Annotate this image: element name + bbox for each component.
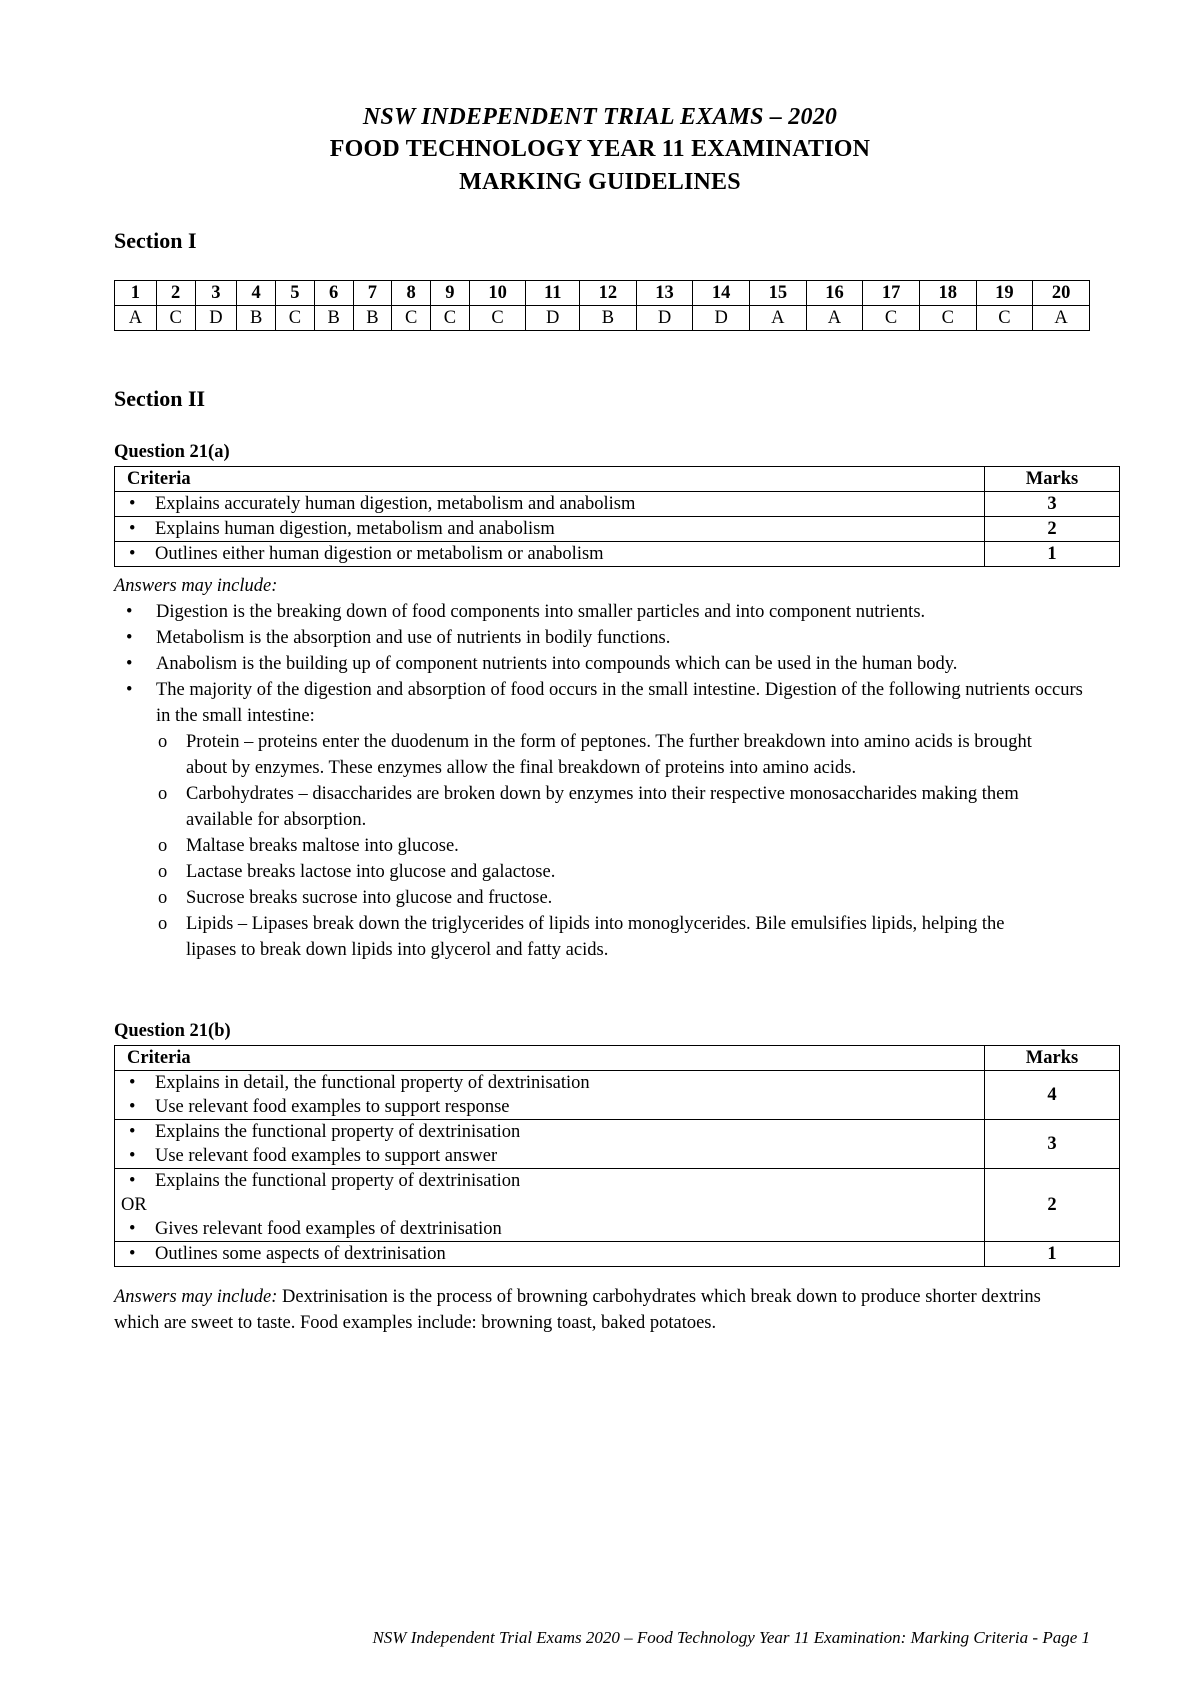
table-header-row bbox=[115, 1046, 1120, 1071]
sub-list-item: o Carbohydrates – disaccharides are broken down by enzymes into their respective monosaccharides making them available for absorption. bbox=[156, 781, 1056, 833]
answer-cell: B bbox=[314, 306, 353, 331]
question-number-cell: 13 bbox=[636, 281, 693, 306]
criteria-text: • Use relevant food examples to support answer bbox=[121, 1144, 978, 1168]
sub-list-item: o Protein – proteins enter the duodenum in the form of peptones. The further breakdown into amino acids is brought about by enzymes. These enzymes allow the final breakdown of proteins into amino acids. bbox=[156, 729, 1056, 781]
answer-cell: C bbox=[392, 306, 431, 331]
answer-cell: B bbox=[580, 306, 637, 331]
criteria-text: • Outlines some aspects of dextrinisation bbox=[121, 1242, 978, 1266]
answer-cell: A bbox=[115, 306, 157, 331]
marks-value: 3 bbox=[985, 492, 1120, 517]
sub-list-item: o Lactase breaks lactose into glucose and galactose. bbox=[156, 859, 1056, 885]
answers-label: Answers may include: bbox=[114, 576, 278, 596]
marks-value: 3 bbox=[985, 1120, 1120, 1169]
question-number-cell: 12 bbox=[580, 281, 637, 306]
question-number-cell: 10 bbox=[469, 281, 526, 306]
question-number-cell: 18 bbox=[919, 281, 976, 306]
table-row bbox=[115, 517, 1120, 542]
answers-text: Dextrinisation is the process of browning carbohydrates which break down to produce shorter dextrins which are sweet to taste. Food examples include: browning toast, baked potatoes. bbox=[114, 1287, 1041, 1333]
table-row bbox=[115, 1071, 1120, 1120]
criteria-text: • Outlines either human digestion or metabolism or anabolism bbox=[121, 542, 978, 566]
answers-label: Answers may include: bbox=[114, 1287, 278, 1307]
criteria-header: Criteria bbox=[115, 467, 985, 492]
marks-header: Marks bbox=[985, 1046, 1120, 1071]
answer-cell: C bbox=[276, 306, 315, 331]
exam-subject: FOOD TECHNOLOGY YEAR 11 EXAMINATION bbox=[329, 136, 871, 162]
question-number-row bbox=[115, 281, 1090, 306]
question-number-cell: 4 bbox=[237, 281, 276, 306]
question-21b-heading: Question 21(b) bbox=[114, 1021, 231, 1041]
answer-cell: D bbox=[526, 306, 580, 331]
criteria-header: Criteria bbox=[115, 1046, 985, 1071]
document-type: MARKING GUIDELINES bbox=[459, 169, 741, 195]
q21a-criteria-table bbox=[114, 466, 1120, 567]
answer-cell: C bbox=[431, 306, 470, 331]
list-item: • Digestion is the breaking down of food components into smaller particles and into component nutrients. bbox=[114, 599, 1134, 625]
sub-list-item: o Lipids – Lipases break down the triglycerides of lipids into monoglycerides. Bile emulsifies lipids, helping the lipases to break down lipids into glycerol and fatty acids. bbox=[156, 911, 1056, 963]
question-number-cell: 20 bbox=[1033, 281, 1090, 306]
marks-header: Marks bbox=[985, 467, 1120, 492]
criteria-text: • Gives relevant food examples of dextrinisation bbox=[121, 1217, 978, 1241]
question-21a-heading: Question 21(a) bbox=[114, 442, 230, 462]
q21b-criteria-table bbox=[114, 1045, 1120, 1267]
sub-list-item: o Sucrose breaks sucrose into glucose and fructose. bbox=[156, 885, 1056, 911]
sub-list-item: o Maltase breaks maltose into glucose. bbox=[156, 833, 1056, 859]
question-number-cell: 17 bbox=[863, 281, 920, 306]
answer-cell: B bbox=[353, 306, 392, 331]
answer-cell: B bbox=[237, 306, 276, 331]
or-text: OR bbox=[121, 1195, 147, 1215]
answer-cell: C bbox=[919, 306, 976, 331]
criteria-text: • Use relevant food examples to support response bbox=[121, 1095, 978, 1119]
marks-value: 4 bbox=[985, 1071, 1120, 1120]
answer-cell: D bbox=[195, 306, 237, 331]
table-header-row bbox=[115, 467, 1120, 492]
question-number-cell: 6 bbox=[314, 281, 353, 306]
table-row bbox=[115, 542, 1120, 567]
answer-cell: D bbox=[636, 306, 693, 331]
question-number-cell: 1 bbox=[115, 281, 157, 306]
exam-title: NSW INDEPENDENT TRIAL EXAMS – 2020 bbox=[362, 104, 838, 130]
question-number-cell: 15 bbox=[750, 281, 807, 306]
question-number-cell: 3 bbox=[195, 281, 237, 306]
answer-cell: A bbox=[806, 306, 863, 331]
question-number-cell: 5 bbox=[276, 281, 315, 306]
marks-value: 2 bbox=[985, 517, 1120, 542]
table-row bbox=[115, 1169, 1120, 1242]
answer-row bbox=[115, 306, 1090, 331]
question-number-cell: 11 bbox=[526, 281, 580, 306]
question-number-cell: 8 bbox=[392, 281, 431, 306]
answer-cell: C bbox=[863, 306, 920, 331]
list-item: • Anabolism is the building up of component nutrients into compounds which can be used in the human body. bbox=[114, 651, 1134, 677]
question-number-cell: 9 bbox=[431, 281, 470, 306]
q21b-answers bbox=[114, 1284, 1074, 1336]
answer-cell: A bbox=[750, 306, 807, 331]
marks-value: 1 bbox=[985, 1242, 1120, 1267]
list-item: • Metabolism is the absorption and use of nutrients in bodily functions. bbox=[114, 625, 1134, 651]
list-item bbox=[114, 677, 1086, 963]
table-row bbox=[115, 1242, 1120, 1267]
question-number-cell: 19 bbox=[976, 281, 1033, 306]
criteria-text: • Explains human digestion, metabolism and anabolism bbox=[121, 517, 978, 541]
question-number-cell: 7 bbox=[353, 281, 392, 306]
section-2-title: Section II bbox=[114, 386, 206, 411]
q21a-answers bbox=[114, 573, 1134, 963]
answers-bullet-list bbox=[114, 599, 1134, 963]
page-footer: NSW Independent Trial Exams 2020 – Food Technology Year 11 Examination: Marking Criteria - Page 1 bbox=[372, 1628, 1090, 1647]
table-row bbox=[115, 492, 1120, 517]
table-row bbox=[115, 1120, 1120, 1169]
answer-cell: C bbox=[156, 306, 195, 331]
list-item-text: The majority of the digestion and absorption of food occurs in the small intestine. Digestion of the following nutrients occurs in the small intestine: bbox=[156, 680, 1083, 726]
marks-value: 2 bbox=[985, 1169, 1120, 1242]
question-number-cell: 16 bbox=[806, 281, 863, 306]
mcq-answer-table bbox=[114, 280, 1090, 331]
question-number-cell: 2 bbox=[156, 281, 195, 306]
answer-cell: D bbox=[693, 306, 750, 331]
sub-bullet-list bbox=[156, 729, 1056, 963]
criteria-text: • Explains the functional property of dextrinisation bbox=[121, 1120, 978, 1144]
answer-cell: A bbox=[1033, 306, 1090, 331]
criteria-text: • Explains the functional property of dextrinisation bbox=[121, 1169, 978, 1193]
marks-value: 1 bbox=[985, 542, 1120, 567]
answer-cell: C bbox=[976, 306, 1033, 331]
answer-cell: C bbox=[469, 306, 526, 331]
criteria-text: • Explains in detail, the functional property of dextrinisation bbox=[121, 1071, 978, 1095]
section-1-title: Section I bbox=[114, 228, 197, 253]
criteria-text: • Explains accurately human digestion, metabolism and anabolism bbox=[121, 492, 978, 516]
question-number-cell: 14 bbox=[693, 281, 750, 306]
